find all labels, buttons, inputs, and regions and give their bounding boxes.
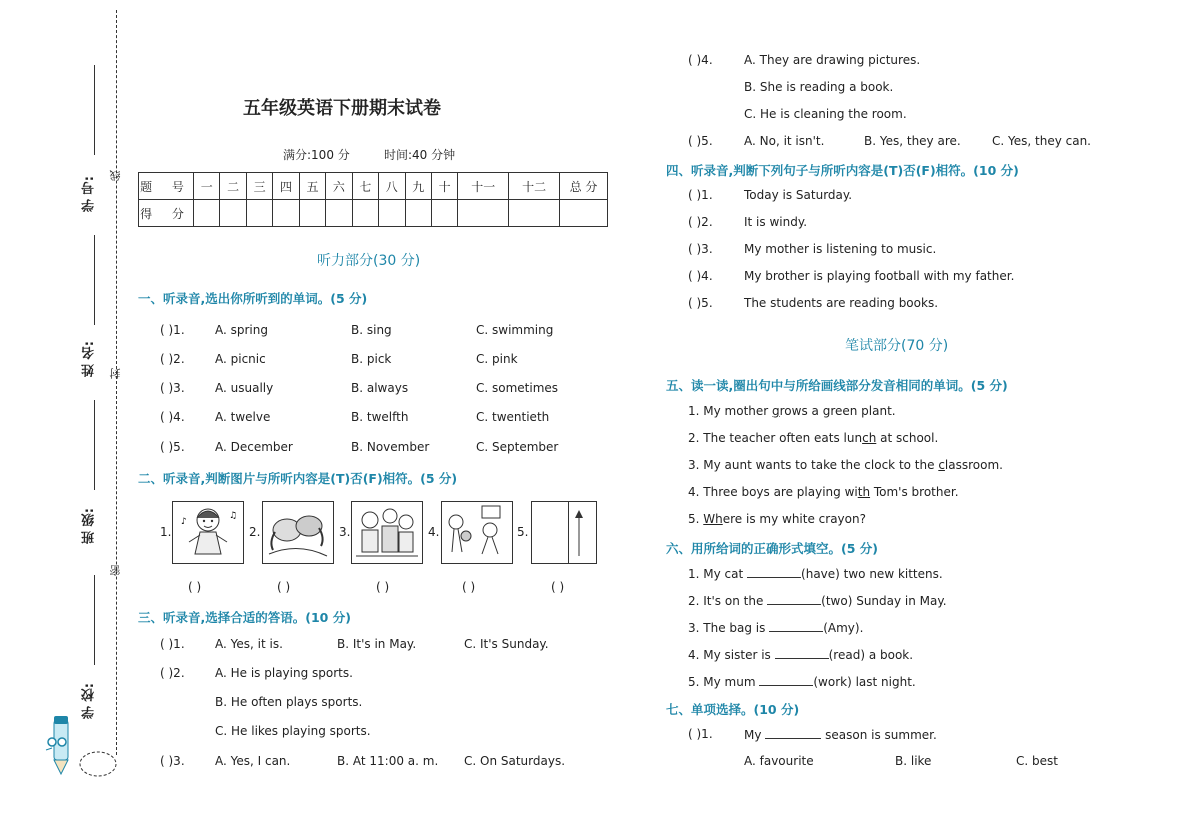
- s4-q1-num: ( )1.: [688, 188, 713, 202]
- s3-q4-c: C. He is cleaning the room.: [744, 107, 907, 121]
- s7-q1-blank[interactable]: [765, 727, 821, 739]
- student-id-label: 学 号:: [82, 176, 97, 212]
- pic-5-blank: [531, 501, 597, 564]
- section-6-title: 六、用所给词的正确形式填空。(5 分): [666, 541, 878, 556]
- s6-q4: 4. My sister is (read) a book.: [688, 648, 914, 662]
- s1-q2-num: ( )2.: [160, 352, 185, 366]
- score-col: 三: [246, 173, 272, 200]
- s7-q1-stem: My season is summer.: [744, 728, 937, 742]
- score-table: [138, 172, 608, 227]
- score-cell[interactable]: [379, 200, 405, 227]
- pic-3-animals: [351, 501, 423, 564]
- score-table-score-row: [139, 200, 608, 227]
- girl-singing-icon: [173, 502, 243, 563]
- s1-q4-a: A. twelve: [215, 410, 271, 424]
- s5-q3: 3. My aunt wants to take the clock to the classroom.: [688, 458, 1003, 472]
- full-score: 满分:100 分: [283, 148, 350, 162]
- seal-char-seal: 封: [109, 368, 122, 379]
- arrow-up-icon: [572, 510, 586, 558]
- s6-q3-blank[interactable]: [769, 620, 823, 632]
- s5-q2: 2. The teacher often eats lunch at school.: [688, 431, 939, 445]
- s4-q5-num: ( )5.: [688, 296, 713, 310]
- s4-q1-text: Today is Saturday.: [744, 188, 853, 202]
- s1-q4-c: C. twentieth: [476, 410, 550, 424]
- pic-4-basketball: [441, 501, 513, 564]
- s7-q1-c: C. best: [1016, 754, 1058, 768]
- pic-4-number: 4.: [428, 525, 440, 539]
- pic-2-elephants: [262, 501, 334, 564]
- s6-q1-blank[interactable]: [747, 566, 801, 578]
- s1-q3-num: ( )3.: [160, 381, 185, 395]
- name-line: [94, 235, 95, 325]
- s6-q5-blank[interactable]: [759, 674, 813, 686]
- s3-q1-a: A. Yes, it is.: [215, 637, 283, 651]
- s1-q1-num: ( )1.: [160, 323, 185, 337]
- s3-q5-a: A. No, it isn't.: [744, 134, 825, 148]
- animals-group-icon: [352, 502, 422, 563]
- elephants-icon: [263, 502, 333, 563]
- score-cell[interactable]: [220, 200, 246, 227]
- s3-q1-num: ( )1.: [160, 637, 185, 651]
- pic-1-girl-music: [172, 501, 244, 564]
- score-col: 十一: [458, 173, 509, 200]
- s3-q3-a: A. Yes, I can.: [215, 754, 291, 768]
- s3-q3-num: ( )3.: [160, 754, 185, 768]
- pic-4-answer[interactable]: ( ): [462, 580, 476, 594]
- pic-5-number: 5.: [517, 525, 529, 539]
- s6-q1: 1. My cat (have) two new kittens.: [688, 567, 943, 581]
- s5-q1: 1. My mother grows a green plant.: [688, 404, 896, 418]
- school-label: 学 校:: [82, 683, 97, 719]
- exam-time: 时间:40 分钟: [384, 148, 456, 162]
- listening-part-title: 听力部分(30 分): [317, 253, 421, 269]
- s1-q3-a: A. usually: [215, 381, 274, 395]
- section-3-title: 三、听录音,选择合适的答语。(10 分): [138, 610, 351, 625]
- score-col: 四: [273, 173, 299, 200]
- s1-q5-b: B. November: [351, 440, 430, 454]
- s3-q2-num: ( )2.: [160, 666, 185, 680]
- pic-2-number: 2.: [249, 525, 261, 539]
- svg-text:♪: ♪: [181, 517, 187, 527]
- section-7-title: 七、单项选择。(10 分): [666, 702, 800, 717]
- svg-text:♫: ♫: [229, 511, 238, 521]
- score-col-total: 总 分: [560, 173, 608, 200]
- s1-q4-num: ( )4.: [160, 410, 185, 424]
- s4-q3-num: ( )3.: [688, 242, 713, 256]
- score-col: 五: [299, 173, 325, 200]
- score-cell[interactable]: [246, 200, 272, 227]
- section-1-title: 一、听录音,选出你所听到的单词。(5 分): [138, 291, 368, 306]
- s1-q5-num: ( )5.: [160, 440, 185, 454]
- pic-1-number: 1.: [160, 525, 172, 539]
- pic-3-number: 3.: [339, 525, 351, 539]
- score-col: 七: [352, 173, 378, 200]
- s1-q3-b: B. always: [351, 381, 409, 395]
- s3-q1-b: B. It's in May.: [337, 637, 417, 651]
- s4-q5-text: The students are reading books.: [744, 296, 939, 310]
- s6-q3: 3. The bag is (Amy).: [688, 621, 864, 635]
- class-line: [94, 400, 95, 490]
- s1-q4-b: B. twelfth: [351, 410, 409, 424]
- s3-q2-a: A. He is playing sports.: [215, 666, 353, 680]
- student-id-line: [94, 65, 95, 155]
- s1-q5-c: C. September: [476, 440, 559, 454]
- s6-q2: 2. It's on the (two) Sunday in May.: [688, 594, 947, 608]
- name-label: 姓 名:: [82, 341, 97, 377]
- pic-2-answer[interactable]: ( ): [277, 580, 291, 594]
- s6-q4-blank[interactable]: [775, 647, 829, 659]
- s5-q5: 5. Where is my white crayon?: [688, 512, 866, 526]
- s1-q1-b: B. sing: [351, 323, 392, 337]
- score-col: 二: [220, 173, 246, 200]
- class-label: 班 级:: [82, 508, 97, 544]
- s3-q5-b: B. Yes, they are.: [864, 134, 961, 148]
- s3-q1-c: C. It's Sunday.: [464, 637, 549, 651]
- section-5-title: 五、读一读,圈出句中与所给画线部分发音相同的单词。(5 分): [666, 378, 1008, 393]
- s7-q1-b: B. like: [895, 754, 932, 768]
- s4-q4-num: ( )4.: [688, 269, 713, 283]
- page-title: 五年级英语下册期末试卷: [243, 98, 441, 119]
- s4-q2-text: It is windy.: [744, 215, 808, 229]
- section-2-title: 二、听录音,判断图片与所听内容是(T)否(F)相符。(5 分): [138, 471, 458, 486]
- s1-q1-c: C. swimming: [476, 323, 554, 337]
- s4-q4-text: My brother is playing football with my father.: [744, 269, 1015, 283]
- s6-q5: 5. My mum (work) last night.: [688, 675, 916, 689]
- score-cell[interactable]: [431, 200, 457, 227]
- pic-5-divider: [568, 502, 569, 563]
- score-table-row1-label: 题 号: [139, 173, 194, 200]
- binding-dashed-line: [116, 10, 117, 755]
- score-cell[interactable]: [509, 200, 560, 227]
- score-col: 一: [194, 173, 220, 200]
- s3-q4-num: ( )4.: [688, 53, 713, 67]
- score-cell[interactable]: [273, 200, 299, 227]
- s3-q3-c: C. On Saturdays.: [464, 754, 566, 768]
- s7-q1-a: A. favourite: [744, 754, 814, 768]
- score-table-header-row: [139, 173, 608, 200]
- seal-char-line: 线: [109, 170, 122, 181]
- s3-q4-a: A. They are drawing pictures.: [744, 53, 921, 67]
- s3-q5-c: C. Yes, they can.: [992, 134, 1091, 148]
- s6-q2-blank[interactable]: [767, 593, 821, 605]
- score-table-row2-label: 得 分: [139, 200, 194, 227]
- basketball-kids-icon: [442, 502, 512, 563]
- pic-5-answer[interactable]: ( ): [551, 580, 565, 594]
- pencil-mascot-icon: [40, 712, 120, 782]
- s3-q2-c: C. He likes playing sports.: [215, 724, 371, 738]
- s3-q5-num: ( )5.: [688, 134, 713, 148]
- section-4-title: 四、听录音,判断下列句子与所听内容是(T)否(F)相符。(10 分): [666, 163, 1019, 178]
- score-cell[interactable]: [352, 200, 378, 227]
- s7-q1-num: ( )1.: [688, 727, 713, 741]
- s1-q5-a: A. December: [215, 440, 293, 454]
- pic-3-answer[interactable]: ( ): [376, 580, 390, 594]
- school-line: [94, 575, 95, 665]
- score-cell[interactable]: [458, 200, 509, 227]
- score-cell[interactable]: [194, 200, 220, 227]
- score-col: 十二: [509, 173, 560, 200]
- pic-1-answer[interactable]: ( ): [188, 580, 202, 594]
- s3-q2-b: B. He often plays sports.: [215, 695, 363, 709]
- seal-char-secret: 密: [109, 565, 122, 576]
- s1-q2-c: C. pink: [476, 352, 518, 366]
- score-col: 八: [379, 173, 405, 200]
- s4-q2-num: ( )2.: [688, 215, 713, 229]
- score-cell[interactable]: [405, 200, 431, 227]
- s1-q3-c: C. sometimes: [476, 381, 559, 395]
- writing-part-title: 笔试部分(70 分): [845, 338, 949, 354]
- score-col: 六: [326, 173, 352, 200]
- s1-q2-b: B. pick: [351, 352, 392, 366]
- score-cell[interactable]: [326, 200, 352, 227]
- score-col: 九: [405, 173, 431, 200]
- score-cell[interactable]: [560, 200, 608, 227]
- s5-q4: 4. Three boys are playing with Tom's brother.: [688, 485, 959, 499]
- s1-q2-a: A. picnic: [215, 352, 266, 366]
- score-cell[interactable]: [299, 200, 325, 227]
- s1-q1-a: A. spring: [215, 323, 268, 337]
- s4-q3-text: My mother is listening to music.: [744, 242, 937, 256]
- s3-q3-b: B. At 11:00 a. m.: [337, 754, 439, 768]
- score-col: 十: [431, 173, 457, 200]
- s3-q4-b: B. She is reading a book.: [744, 80, 894, 94]
